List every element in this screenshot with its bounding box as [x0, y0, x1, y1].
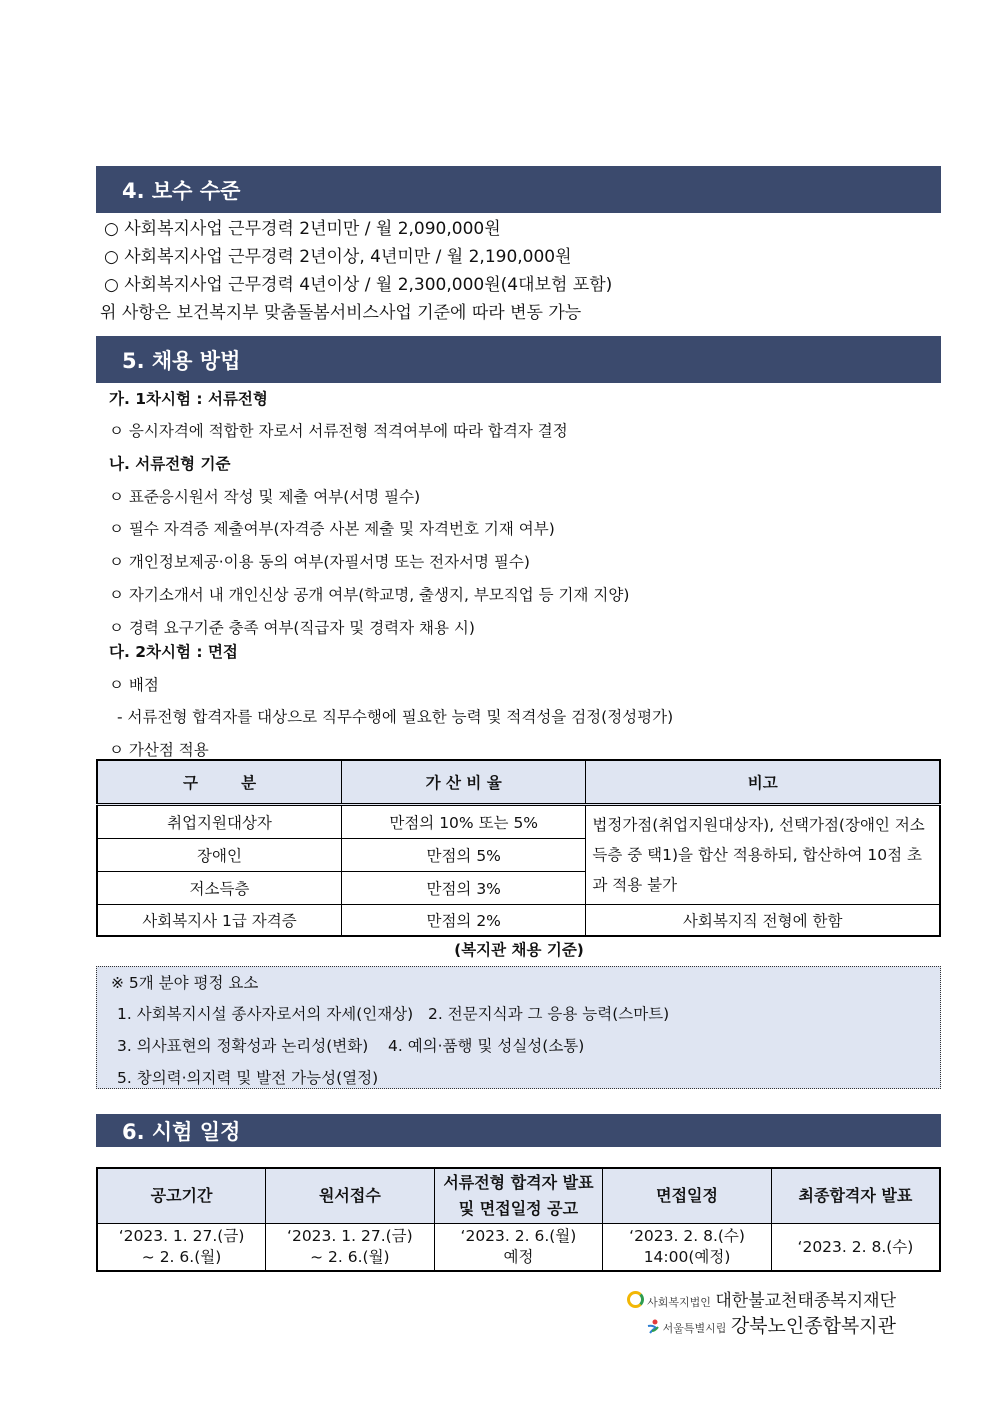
criteria-caption: (복지관 채용 기준)	[454, 941, 584, 959]
section-4-header	[96, 166, 941, 213]
schedule-interview-cell	[603, 1224, 772, 1272]
criteria-title: ※ 5개 분야 평정 요소	[111, 974, 259, 992]
bonus-ratio-cell: 만점의 5%	[342, 839, 586, 872]
schedule-cell-line: ‘2023. 1. 27.(금)	[118, 1227, 245, 1245]
schedule-cell-line: 14:00(예정)	[643, 1248, 731, 1266]
schedule-header-document-result-line-2: 및 면접일정 공고	[458, 1199, 579, 1218]
document-criteria-item-5: ㅇ 경력 요구기준 충족 여부(직급자 및 경력자 채용 시)	[109, 619, 475, 637]
bonus-header-category: 구 분	[97, 760, 342, 805]
schedule-header-application: 원서접수	[266, 1168, 435, 1224]
bonus-category-cell: 저소득층	[97, 872, 342, 905]
bonus-ratio-cell: 만점의 2%	[342, 905, 586, 937]
salary-note: 위 사항은 보건복지부 맞춤돌봄서비스사업 기준에 따라 변동 가능	[100, 303, 582, 323]
footer-org-1	[627, 1286, 896, 1311]
bonus-category-cell: 사회복지사 1급 자격증	[97, 905, 342, 937]
bonus-header-note: 비고	[586, 760, 940, 805]
exam-schedule-table	[96, 1167, 941, 1272]
schedule-cell-line: 예정	[503, 1248, 534, 1266]
footer-org-1-name: 대한불교천태종복지재단	[715, 1291, 896, 1311]
bonus-table-header-row	[97, 760, 940, 805]
second-exam-item-1-sub: - 서류전형 합격자를 대상으로 직무수행에 필요한 능력 및 적격성을 검정(정성평가)	[117, 708, 674, 726]
footer-org-2	[646, 1311, 896, 1338]
bonus-note-last: 사회복지직 전형에 한함	[586, 905, 940, 937]
bonus-category-cell: 취업지원대상자	[97, 805, 342, 839]
table-row	[97, 905, 940, 937]
section-6-title: 6. 시험 일정	[122, 1119, 241, 1144]
section-4-title: 4. 보수 수준	[122, 178, 241, 203]
footer-org-2-type: 서울특별시립	[662, 1322, 727, 1335]
bonus-ratio-cell: 만점의 3%	[342, 872, 586, 905]
salary-item-3: ○ 사회복지사업 근무경력 4년이상 / 월 2,300,000원(4대보험 포함)	[104, 275, 613, 295]
schedule-cell-line: ~ 2. 6.(월)	[310, 1248, 390, 1266]
document-criteria-title: 나. 서류전형 기준	[109, 455, 231, 473]
table-row	[97, 1224, 940, 1272]
section-5-header	[96, 336, 941, 383]
schedule-cell-line: ‘2023. 2. 8.(수)	[797, 1237, 914, 1256]
footer-org-2-name: 강북노인종합복지관	[730, 1315, 896, 1337]
seoul-logo-icon	[646, 1319, 660, 1335]
schedule-header-interview: 면접일정	[603, 1168, 772, 1224]
document-criteria-item-1: ㅇ 표준응시원서 작성 및 제출 여부(서명 필수)	[109, 488, 421, 506]
second-exam-title: 다. 2차시험 : 면접	[109, 643, 238, 661]
criteria-line-3: 5. 창의력·의지력 및 발전 가능성(열정)	[117, 1069, 379, 1087]
schedule-header-final-result: 최종합격자 발표	[771, 1168, 940, 1224]
second-exam-item-2: ㅇ 가산점 적용	[109, 741, 209, 759]
bonus-points-table	[96, 759, 941, 937]
schedule-application-cell	[266, 1224, 435, 1272]
first-exam-title: 가. 1차시험 : 서류전형	[109, 390, 268, 408]
section-6-header	[96, 1114, 941, 1147]
first-exam-item: ㅇ 응시자격에 적합한 자로서 서류전형 적격여부에 따라 합격자 결정	[109, 422, 568, 440]
bonus-header-ratio: 가 산 비 율	[342, 760, 586, 805]
bonus-category-cell: 장애인	[97, 839, 342, 872]
schedule-cell-line: ‘2023. 1. 27.(금)	[287, 1227, 413, 1245]
second-exam-item-1: ㅇ 배점	[109, 676, 159, 694]
bonus-note-merged: 법정가점(취업지원대상자), 선택가점(장애인 저소득층 중 택1)을 합산 적용하되, 합산하여 10점 초과 적용 불가	[586, 805, 940, 905]
schedule-final-result-cell	[771, 1224, 940, 1272]
salary-item-1: ○ 사회복지사업 근무경력 2년미만 / 월 2,090,000원	[104, 219, 501, 239]
schedule-cell-line: ‘2023. 2. 8.(수)	[629, 1227, 745, 1245]
document-criteria-item-4: ㅇ 자기소개서 내 개인신상 공개 여부(학교명, 출생지, 부모직업 등 기재 지양)	[109, 586, 630, 604]
schedule-header-document-result-line-1: 서류전형 합격자 발표	[443, 1173, 594, 1192]
document-criteria-item-3: ㅇ 개인정보제공·이용 동의 여부(자필서명 또는 전자서명 필수)	[109, 553, 530, 571]
footer-org-1-type: 사회복지법인	[647, 1296, 711, 1309]
schedule-cell-line: ‘2023. 2. 6.(월)	[460, 1227, 577, 1245]
evaluation-criteria-box	[96, 966, 941, 1089]
schedule-cell-line: ~ 2. 6.(월)	[141, 1248, 222, 1266]
table-row	[97, 805, 940, 839]
schedule-header-notice-period: 공고기간	[97, 1168, 266, 1224]
criteria-line-2: 3. 의사표현의 정확성과 논리성(변화) 4. 예의·품행 및 성실성(소통)	[117, 1037, 585, 1055]
criteria-line-1: 1. 사회복지시설 종사자로서의 자세(인재상) 2. 전문지식과 그 응용 능력(스마트)	[117, 1005, 670, 1023]
salary-item-2: ○ 사회복지사업 근무경력 2년이상, 4년미만 / 월 2,190,000원	[104, 247, 572, 267]
schedule-header-document-result	[434, 1168, 603, 1224]
schedule-header-row	[97, 1168, 940, 1224]
bonus-ratio-cell: 만점의 10% 또는 5%	[342, 805, 586, 839]
section-5-title: 5. 채용 방법	[122, 348, 241, 373]
schedule-notice-period-cell	[97, 1224, 266, 1272]
foundation-logo-icon	[627, 1291, 644, 1308]
document-criteria-item-2: ㅇ 필수 자격증 제출여부(자격증 사본 제출 및 자격번호 기재 여부)	[109, 520, 555, 538]
schedule-document-result-cell	[434, 1224, 603, 1272]
